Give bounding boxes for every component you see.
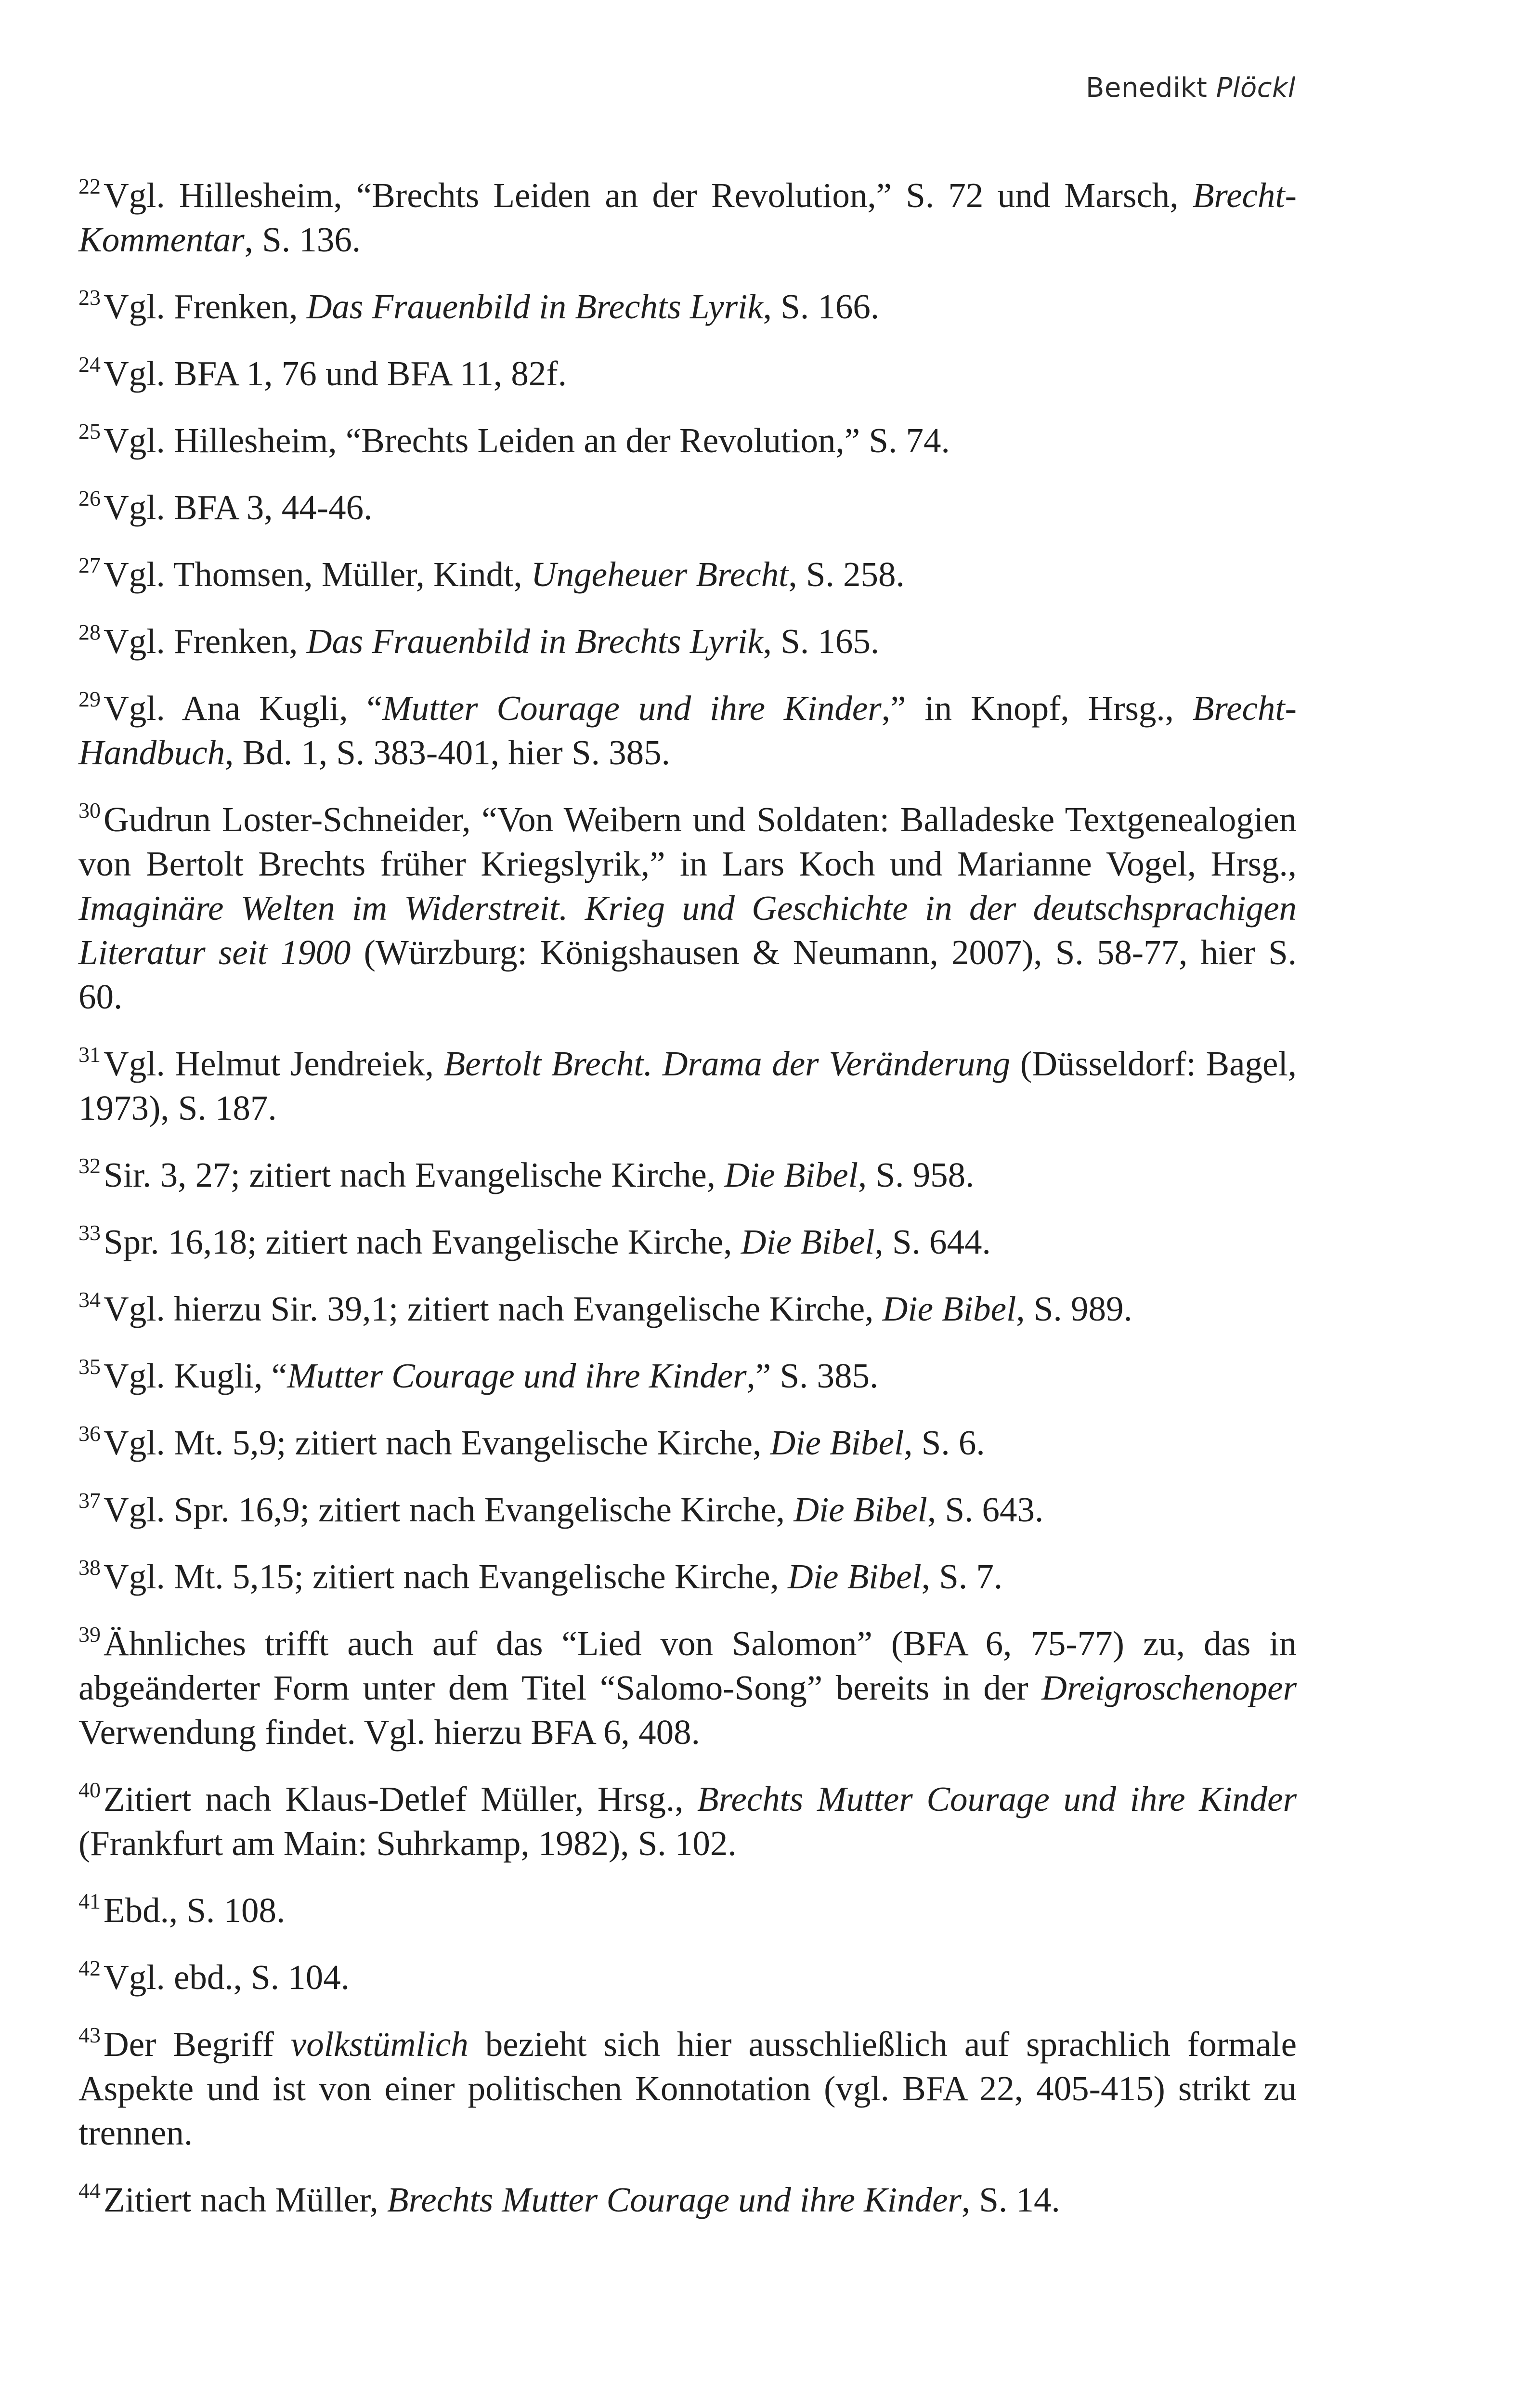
footnote-text: Vgl. Kugli, “ (104, 1356, 287, 1395)
footnote-number: 27 (78, 553, 101, 578)
footnote-text: Verwendung findet. Vgl. hierzu BFA 6, 408. (78, 1713, 700, 1752)
footnote (78, 1622, 1297, 1754)
footnote-number: 31 (78, 1042, 101, 1067)
footnote-text: Der Begriff (104, 2025, 291, 2064)
footnote-text: bezieht sich hier ausschließlich auf sprachlich formale Aspekte und ist von einer politischen Konnotation (vgl. BFA 22, 405-415) strikt zu trennen. (78, 2025, 1297, 2152)
footnote-number: 28 (78, 620, 101, 645)
footnote (78, 686, 1297, 775)
footnote-italic-text: Brecht-Handbuch (78, 689, 1297, 772)
footnote-italic-text: Die Bibel (788, 1557, 922, 1596)
footnote (78, 1220, 1297, 1264)
footnote (78, 1287, 1297, 1331)
footnote (78, 1421, 1297, 1465)
footnote-italic-text: volkstümlich (290, 2025, 468, 2064)
footnote-number: 35 (78, 1354, 101, 1379)
footnote-text: Vgl. hierzu Sir. 39,1; zitiert nach Evangelische Kirche, (104, 1289, 883, 1328)
footnote-number: 22 (78, 174, 101, 199)
footnote-text: , S. 136. (244, 220, 361, 259)
footnote-italic-text: Die Bibel (724, 1155, 858, 1194)
footnote-italic-text: Bertolt Brecht. Drama der Veränderung (443, 1044, 1011, 1083)
running-head-last-name: Plöckl (1216, 72, 1296, 104)
footnote-text: Vgl. Spr. 16,9; zitiert nach Evangelische Kirche, (104, 1490, 794, 1529)
footnote (78, 1888, 1297, 1933)
footnote-number: 37 (78, 1488, 101, 1513)
footnote (78, 1955, 1297, 2000)
footnote-italic-text: Brechts Mutter Courage und ihre Kinder (387, 2180, 962, 2219)
footnote-text: , S. 644. (874, 1222, 991, 1261)
footnote-number: 34 (78, 1287, 101, 1312)
footnote-number: 25 (78, 419, 101, 444)
footnote-italic-text: Imaginäre Welten im Widerstreit. Krieg und Geschichte in der deutschsprachigen Literatur seit 1900 (78, 889, 1297, 972)
footnote-italic-text: Ungeheuer Brecht (531, 555, 789, 594)
footnote-italic-text: Die Bibel (882, 1289, 1016, 1328)
footnote-text: Vgl. Mt. 5,9; zitiert nach Evangelische Kirche, (104, 1423, 770, 1462)
footnote (78, 1354, 1297, 1398)
footnote (78, 485, 1297, 530)
footnote-text: , S. 989. (1016, 1289, 1132, 1328)
running-head (1086, 72, 1296, 104)
footnote (78, 2178, 1297, 2222)
footnote-text: , Bd. 1, S. 383-401, hier S. 385. (225, 733, 670, 772)
footnote-italic-text: Brechts Mutter Courage und ihre Kinder (697, 1780, 1297, 1819)
footnote-number: 29 (78, 687, 101, 712)
footnote (78, 1777, 1297, 1866)
footnote-number: 24 (78, 352, 101, 377)
footnote-text: Zitiert nach Müller, (104, 2180, 387, 2219)
footnote-text: Vgl. Helmut Jendreiek, (104, 1044, 444, 1083)
footnote-text: Vgl. Mt. 5,15; zitiert nach Evangelische Kirche, (104, 1557, 788, 1596)
footnote-number: 30 (78, 798, 101, 823)
footnote (78, 173, 1297, 262)
footnote-text: Gudrun Loster-Schneider, “Von Weibern und Soldaten: Balladeske Textgenealogien von Bertolt Brechts früher Kriegslyrik,” in Lars Koch und Marianne Vogel, Hrsg., (78, 800, 1297, 883)
footnote-number: 39 (78, 1622, 101, 1647)
footnote-italic-text: Mutter Courage und ihre Kinder (287, 1356, 747, 1395)
footnote (78, 1153, 1297, 1197)
footnote-text: , S. 165. (763, 622, 880, 661)
footnote-text: Vgl. Thomsen, Müller, Kindt, (104, 555, 531, 594)
running-head-first-name: Benedikt (1086, 72, 1208, 104)
footnote-text: Ähnliches trifft auch auf das “Lied von Salomon” (BFA 6, 75-77) zu, das in abgeänderter Form unter dem Titel “Salomo-Song” bereits in der (78, 1624, 1297, 1707)
footnote (78, 2022, 1297, 2155)
footnote (78, 552, 1297, 597)
footnote-number: 44 (78, 2178, 101, 2203)
footnote-italic-text: Brecht-Kommentar (78, 176, 1297, 259)
footnote-italic-text: Mutter Courage und ihre Kinder (382, 689, 882, 728)
footnote-text: (Düsseldorf: Bagel, 1973), S. 187. (78, 1044, 1297, 1127)
footnote-italic-text: Das Frauenbild in Brechts Lyrik (306, 622, 763, 661)
footnote-text: ,” in Knopf, Hrsg., (881, 689, 1193, 728)
footnote-number: 42 (78, 1956, 101, 1981)
footnote-text: , S. 958. (858, 1155, 975, 1194)
footnote-italic-text: Die Bibel (741, 1222, 875, 1261)
footnote-text: , S. 166. (763, 287, 880, 326)
footnote (78, 285, 1297, 329)
footnote (78, 352, 1297, 396)
footnote-text: Zitiert nach Klaus-Detlef Müller, Hrsg., (104, 1780, 698, 1819)
footnote-number: 38 (78, 1555, 101, 1580)
footnote-number: 41 (78, 1889, 101, 1914)
footnote-text: Vgl. Frenken, (104, 287, 307, 326)
footnote-number: 26 (78, 486, 101, 511)
footnote-text: Sir. 3, 27; zitiert nach Evangelische Kirche, (104, 1155, 725, 1194)
footnote-text: Vgl. BFA 3, 44-46. (104, 488, 373, 527)
footnote-text: Ebd., S. 108. (104, 1891, 286, 1930)
footnote-text: Vgl. BFA 1, 76 und BFA 11, 82f. (104, 354, 567, 393)
footnote-text: ,” S. 385. (746, 1356, 879, 1395)
footnote-italic-text: Die Bibel (794, 1490, 927, 1529)
footnote-text: Vgl. ebd., S. 104. (104, 1958, 350, 1997)
footnote-number: 23 (78, 285, 101, 310)
footnote-italic-text: Die Bibel (770, 1423, 904, 1462)
footnote (78, 619, 1297, 664)
footnote-text: , S. 6. (904, 1423, 985, 1462)
footnote-text: Spr. 16,18; zitiert nach Evangelische Kirche, (104, 1222, 741, 1261)
footnote-number: 40 (78, 1778, 101, 1803)
footnote-number: 36 (78, 1421, 101, 1446)
footnote-text: (Würzburg: Königshausen & Neumann, 2007), S. 58-77, hier S. 60. (78, 933, 1297, 1016)
footnote-text: Vgl. Frenken, (104, 622, 307, 661)
footnote-text: , S. 7. (921, 1557, 1003, 1596)
footnotes-list (78, 173, 1297, 2245)
footnote-italic-text: Dreigroschenoper (1041, 1668, 1297, 1707)
footnote-text: Vgl. Ana Kugli, “ (104, 689, 382, 728)
footnote-italic-text: Das Frauenbild in Brechts Lyrik (306, 287, 763, 326)
footnote-text: Vgl. Hillesheim, “Brechts Leiden an der Revolution,” S. 74. (104, 421, 950, 460)
footnote-text: , S. 14. (961, 2180, 1060, 2219)
footnote-number: 32 (78, 1153, 101, 1178)
footnote (78, 1555, 1297, 1599)
footnote-text: Vgl. Hillesheim, “Brechts Leiden an der Revolution,” S. 72 und Marsch, (104, 176, 1193, 215)
footnote-text: , S. 258. (788, 555, 905, 594)
footnote (78, 1042, 1297, 1130)
footnote-text: (Frankfurt am Main: Suhrkamp, 1982), S. 102. (78, 1824, 737, 1863)
footnote-text: , S. 643. (927, 1490, 1044, 1529)
footnote (78, 419, 1297, 463)
footnote (78, 798, 1297, 1019)
footnote (78, 1488, 1297, 1532)
footnote-number: 33 (78, 1220, 101, 1245)
footnote-number: 43 (78, 2023, 101, 2048)
